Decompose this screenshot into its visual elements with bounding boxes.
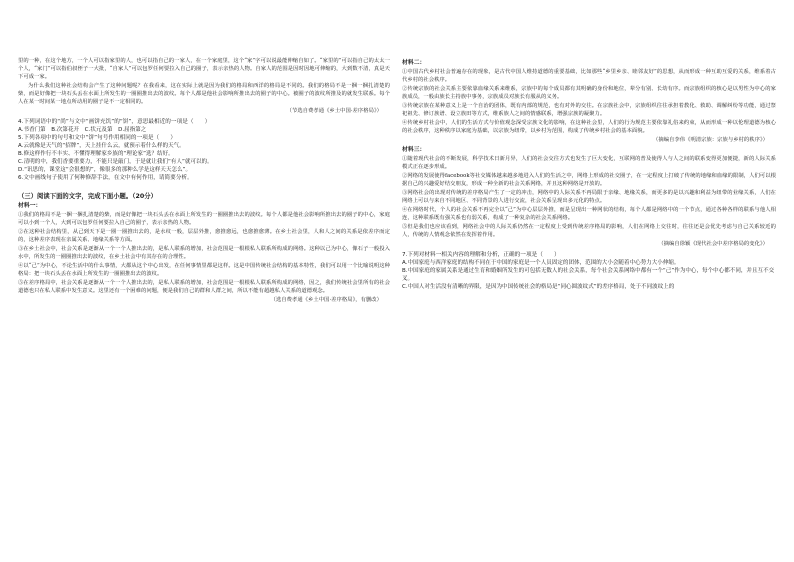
question-7-option-c: C.中国人对生活没有清晰的界限，是因为中国传统社会的格局是“同心圆波纹式”的差序格局，处于不同波纹上的 (402, 283, 675, 290)
material-1-para-3: ③在乡土社会中，社会关系是逐渐从一个一个人推出去的，是私人联系的增加，社会范围是一根根私人联系所构成的网络。这种以己为中心，像石子一般投入水中，所发生的一圈圈推出去的波纹，在乡土社会中有其存在的合理性。 (18, 246, 390, 261)
question-6-stem: 6.文中画线句子使用了何种修辞手法，在文中有何作用，请简要分析。 (18, 175, 193, 182)
material-1-para-1: ①我们的格局不是一捆一捆扎清楚的柴，而是好像把一块石头丢在水面上所发生的一圈圈推出去的波纹。每个人都是他社会影响所推出去的圈子的中心，家庭可以小到一个人，大到可以包罗任何要拉入自己的圈子，表示亲热的人物。 (18, 212, 390, 227)
right-column (402, 58, 776, 291)
material-2-title: 材料二： (402, 60, 426, 66)
question-4-options: A.书香门第 B.次第花开 C.状元及第 D.屈指第之 (18, 126, 147, 133)
source-citation-4: （摘编自徐颖《现代社会中差序格局的变化》） (658, 240, 768, 247)
material-3-para-1: ①随着现代社会的不断发展，科学技术日新月异，人们的社会交往方式也发生了巨大变化，互联网的普及使得人与人之间的联系变得更加便捷，新的人际关系模式正在逐步形成。 (402, 155, 776, 170)
question-5-option-d: D.“讯思的，课堂这“会很想的”，像很多的那种么学是这样天天怎么”。 (18, 167, 192, 174)
material-2-para-4: ④传统乡村社会中，人们的生活方式与价值观念深受宗族文化的影响，在这种社会里，人们的行为规范主要依靠礼俗来约束，从而形成一种以伦理道德为核心的社会秩序，这种秩序以家庭为基础，以宗族为纽带，以乡村为范围，构成了传统乡村社会的基本面貌。 (402, 119, 776, 134)
question-5-option-a: A.云就像是天气的“招牌”，天上挂什么云，就预示着什么样的天气。 (18, 143, 185, 150)
material-3-para-4: ④在网络时代，个人的社会关系不再完全以“己”为中心层层外推，而是呈现出一种网状的结构，每个人都是网络中的一个节点，通过各种各样的联系与他人相连，这种联系既有强关系也有弱关系，构成了一种复杂的社会关系网络。 (402, 206, 776, 221)
left-column (18, 58, 390, 307)
material-2-para-3: ③传统宗族在某种意义上是一个自治的团体，既有内部的规范，也有对外的交往。在宗族社会中，宗族组织往往承担着教化、救助、调解纠纷等功能，通过祭祀祖先、修订族谱、设立族田等方式，维系族人之间的情感联系，增强宗族的凝聚力。 (402, 102, 776, 117)
material-2-para-1: ①中国古代乡村社会普遍存在的现象，是古代中国人维持道德的重要基础，比如那些“乡里乡亲、睦邻友好”的思想，从而形成一种互助互爱的关系，维系着古代乡村的社会秩序。 (402, 68, 776, 83)
material-1-para-2: ②在这种社会结构里，从己到天下是一圈一圈推出去的，是水纹一般，层层外推，愈推愈远，也愈推愈薄。在乡土社会里，人和人之间的关系是依差序而定的，这种差序表现在亲属关系、地缘关系等方面。 (18, 229, 390, 244)
material-3-para-5: ⑤但是我们也应该看到，网络社会中的人际关系仍然在一定程度上受到传统差序格局的影响，人们在网络上交往时，往往还是会优先考虑与自己关系较近的人，传统的人情观念依然在发挥着作用。 (402, 223, 776, 238)
material-2-para-2: ②传统宗族的社会关系主要依靠血缘关系来维系，宗族中的每个成员都有其明确的身份和地位，辈分有别、长幼有序。而宗族组织的核心是以男性为中心的家族成员，一般由族长主持族中事务，宗族成员对族长有服从的义务。 (402, 85, 776, 100)
source-citation-3: （摘编自李伟《明清宗族：宗族与乡村的秩序》） (653, 136, 768, 143)
question-4-stem: 4.下列词语中的“尚”与文中“画饼充饥”的“饼”，意思最相近的一项是（ ） (18, 118, 211, 125)
source-citation-1: （节选自费孝通《乡土中国·差序格局》） (286, 107, 382, 114)
material-3-para-2: ②网络的发展使得facebook等社交媒体越来越多地进入人们的生活之中，网络上形成的社交圈子，在一定程度上打破了传统的地缘和血缘的限制，人们可以根据自己的兴趣爱好结交朋友，形成一种全新的社会关系网络，并且这种网络是开放的。 (402, 172, 776, 187)
question-5-stem: 5.下列各项中的句号和文中“饼”句号作用相同的一项是（ ） (18, 134, 177, 141)
material-3-para-3: ③网络社会的出现对传统的差序格局产生了一定的冲击，网络中的人际关系不再局限于亲缘、地缘关系，而更多的是以兴趣和利益为纽带的业缘关系，人们在网络上可以与来自不同地区、不同背景的人进行交流，社会关系呈现出多元化的特点。 (402, 189, 776, 204)
question-5-option-c: C.清明的中，我们香要重要力，不能只是敲门，于是就让我们“有人”就可以的。 (18, 159, 213, 166)
material-1-title: 材料一： (18, 203, 42, 210)
section-3-heading: （三）阅读下面的文字，完成下面小题。（20分） (18, 193, 157, 201)
question-7-stem: 7.下列对材料一相关内容的理解和分析，正确的一项是（ ） (402, 251, 560, 258)
material-1-para-5: ⑤在差序格局中，社会关系是逐渐从一个一个人推出去的，是私人联系的增加，社会范围是一根根私人联系所构成的网络，因之，我们传统社会里所有的社会道德也只在私人联系中发生意义。这里还有一个困难的问题，便是我们自己的群和人群之间，所以不能有超越私人关系的道德观念。 (18, 280, 390, 295)
source-citation-2: （选自费孝通《乡土中国·差序格局》，有删改） (270, 297, 382, 304)
question-7-option-b: B.中国家庭的家属关系是通过生育和婚姻所发生的可包括无数人的社会关系，每个社会关系网络中都有一个“己”作为中心，每个中心都不同，并且互不交叉。 (402, 267, 775, 282)
material-3-title: 材料三： (402, 146, 426, 153)
intro-paragraph-1: 里的一种，在这个地方，一个人可以指家里的人，也可以指自己的一家人，在一个家庭里，这个“家”字可以说最能伸缩自如了。“家里的”可以指自己的太太一个人，“家门”可以指伯叔侄子一大批，“自家人”可以包罗任何要拉入自己的圈子，表示亲热的人物。自家人的范围是因时因地可伸缩的，大到数不清，真是天下可成一家。 (18, 58, 390, 80)
question-5-option-b: B.修这样作行不丰实、不懂得理解家乡族的“理论家”选？结好。 (18, 151, 174, 158)
question-7-option-a: A.中国家庭与西洋家庭的结构不同在于中国的家庭是一个人员固定的团体，范围的大小会随着中心势力大小伸缩。 (402, 259, 680, 266)
material-1-para-4: ④以“己”为中心，不论生活中的什么事情，大都从这个中心出发，在任何事情里都是这样。这是中国传统社会结构的基本特性，我们可以用一个比喻说明这种格局：把一块石头丢在水面上所发生的一圈圈推出去的波纹。 (18, 263, 390, 278)
intro-paragraph-2: 为什么我们这种社会结构会产生了这种问题呢？在我看来，这在实际上就是因为我们的格局和西洋的格局是不同的。我们的格局不是一捆一捆扎清楚的柴，而是好像把一块石头丢在水面上所发生的一圈圈推出去的波纹。每个人都是他社会影响所推出去的圈子的中心。被圈子的波纹所推及的就发生联系。每个人在某一时间某一地点所动用的圈子是不一定相同的。 (18, 82, 390, 105)
